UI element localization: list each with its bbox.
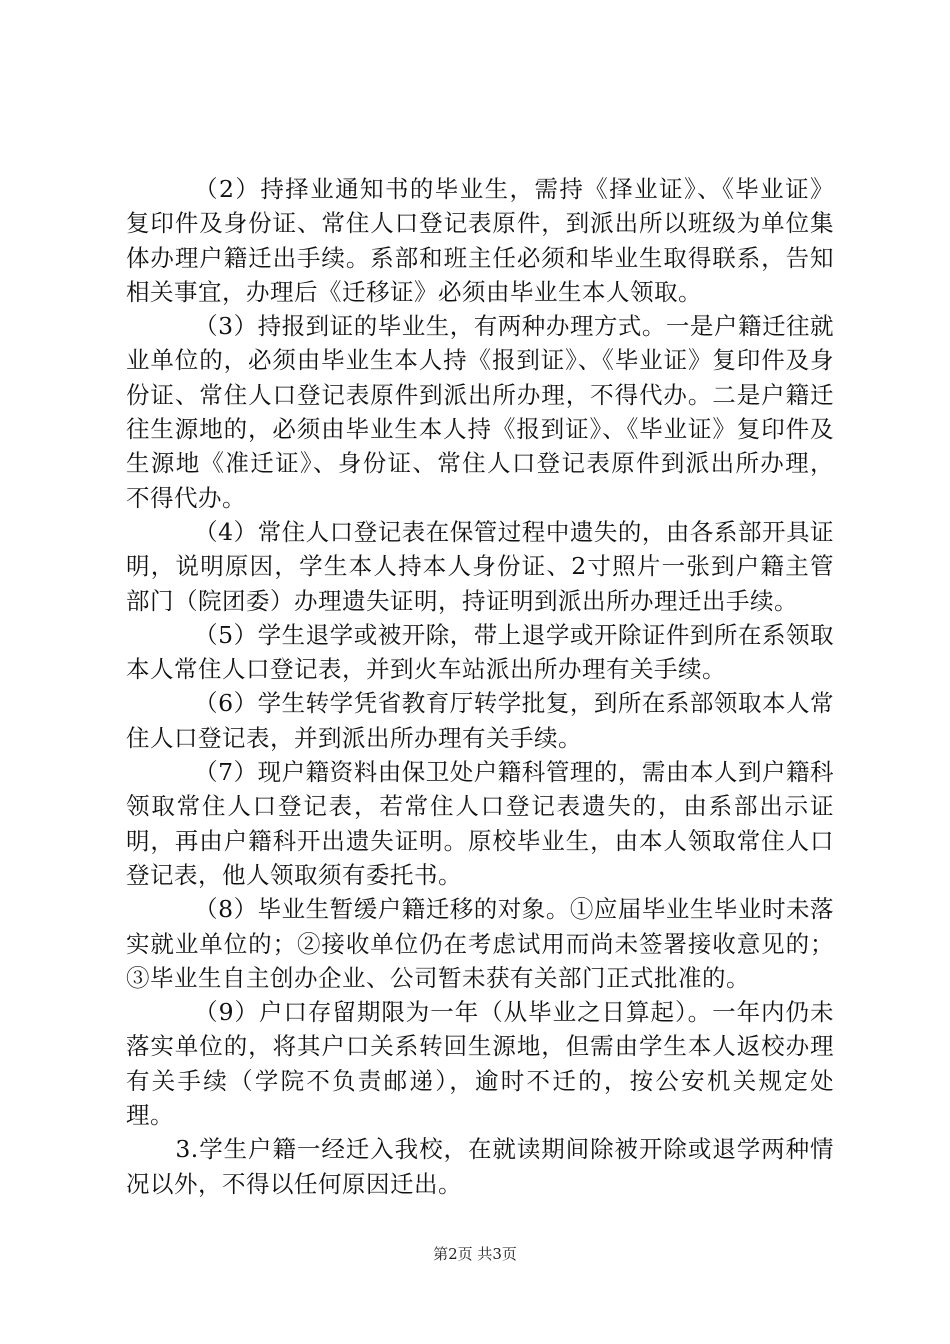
paragraph-item-8: （8）毕业生暂缓户籍迁移的对象。①应届毕业生毕业时未落实就业单位的；②接收单位仍在考虑试用而尚未签署接收意见的；③毕业生自主创办企业、公司暂未获有关部门正式批准的。: [126, 895, 834, 992]
paragraph-item-3: （3）持报到证的毕业生，有两种办理方式。一是户籍迁往就业单位的，必须由毕业生本人持《报到证》、《毕业证》复印件及身份证、常住人口登记表原件到派出所办理，不得代办。二是户籍迁往生源地的，必须由毕业生本人持《报到证》、《毕业证》复印件及生源地《准迁证》、身份证、常住人口登记表原件到派出所办理，不得代办。: [126, 312, 834, 512]
page-number-footer: 第2页 共3页: [433, 1245, 517, 1263]
paragraph-item-5: （5）学生退学或被开除，带上退学或开除证件到所在系领取本人常住人口登记表，并到火车站派出所办理有关手续。: [126, 620, 834, 684]
paragraph-item-2: （2）持择业通知书的毕业生，需持《择业证》、《毕业证》复印件及身份证、常住人口登记表原件，到派出所以班级为单位集体办理户籍迁出手续。系部和班主任必须和毕业生取得联系，告知相关事宜，办理后《迁移证》必须由毕业生本人领取。: [126, 175, 834, 306]
document-body: [126, 172, 834, 1201]
paragraph-section-3: 3.学生户籍一经迁入我校，在就读期间除被开除或退学两种情况以外，不得以任何原因迁出。: [126, 1135, 834, 1198]
paragraph-item-6: （6）学生转学凭省教育厅转学批复，到所在系部领取本人常住人口登记表，并到派出所办理有关手续。: [126, 689, 834, 752]
paragraph-item-9: （9）户口存留期限为一年（从毕业之日算起）。一年内仍未落实单位的，将其户口关系转回生源地，但需由学生本人返校办理有关手续（学院不负责邮递），逾时不迁的，按公安机关规定处理。: [126, 998, 834, 1130]
paragraph-item-7: （7）现户籍资料由保卫处户籍科管理的，需由本人到户籍科领取常住人口登记表，若常住人口登记表遗失的，由系部出示证明，再由户籍科开出遗失证明。原校毕业生，由本人领取常住人口登记表，他人领取须有委托书。: [126, 758, 834, 889]
paragraph-item-4: （4）常住人口登记表在保管过程中遗失的，由各系部开具证明，说明原因，学生本人持本人身份证、2寸照片一张到户籍主管部门（院团委）办理遗失证明，持证明到派出所办理迁出手续。: [126, 517, 834, 615]
